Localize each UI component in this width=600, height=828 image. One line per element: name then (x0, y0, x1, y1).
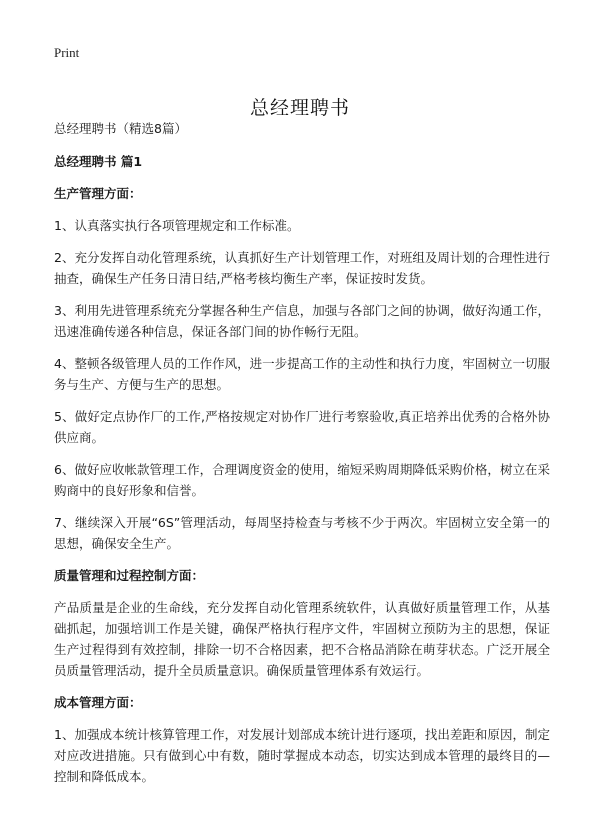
paragraph: 6、做好应收帐款管理工作，合理调度资金的使用，缩短采购周期降低采购价格，树立在采购商中的良好形象和信誉。 (54, 462, 550, 498)
paragraph: 3、利用先进管理系统充分掌握各种生产信息，加强与各部门之间的协调，做好沟通工作，迅速准确传递各种信息，保证各部门间的协作畅行无阻。 (54, 303, 550, 339)
paragraph: 1、加强成本统计核算管理工作，对发展计划部成本统计进行逐项，找出差距和原因，制定对应改进措施。只有做到心中有数，随时掌握成本动态，切实达到成本管理的最终目的—控制和降低成本。 (54, 727, 550, 784)
section-cost (54, 692, 550, 787)
paragraph: 5、做好定点协作厂的工作,严格按规定对协作厂进行考察验收,真正培养出优秀的合格外协供应商。 (54, 409, 550, 445)
document-subtitle: 总经理聘书（精选8篇） (54, 121, 187, 136)
section-production (54, 183, 550, 554)
article-heading: 总经理聘书 篇1 (54, 154, 143, 169)
paragraph: 4、整顿各级管理人员的工作作风，进一步提高工作的主动性和执行力度，牢固树立一切服务与生产、方便与生产的思想。 (54, 356, 550, 392)
print-label: Print (54, 45, 80, 60)
document-title: 总经理聘书 (249, 96, 350, 119)
paragraph: 1、认真落实执行各项管理规定和工作标准。 (54, 218, 300, 233)
section-heading: 生产管理方面： (54, 186, 142, 201)
section-heading: 成本管理方面： (54, 695, 142, 710)
paragraph: 产品质量是企业的生命线，充分发挥自动化管理系统软件，认真做好质量管理工作，从基础抓起，加强培训工作是关键，确保严格执行程序文件，牢固树立预防为主的思想，保证生产过程得到有效控制，排除一切不合格因素，把不合格品消除在萌芽状态。广泛开展全员质量管理活动，提升全员质量意识。确保质量管理体系有效运行。 (54, 600, 550, 678)
paragraph: 7、继续深入开展“6S”管理活动，每周坚持检查与考核不少于两次。牢固树立安全第一的思想，确保安全生产。 (54, 515, 550, 551)
document-body (54, 118, 550, 798)
section-heading: 质量管理和过程控制方面： (54, 568, 205, 583)
paragraph: 2、充分发挥自动化管理系统，认真抓好生产计划管理工作，对班组及周计划的合理性进行抽查，确保生产任务日清日结,严格考核均衡生产率，保证按时发货。 (54, 250, 550, 286)
section-quality (54, 565, 550, 681)
